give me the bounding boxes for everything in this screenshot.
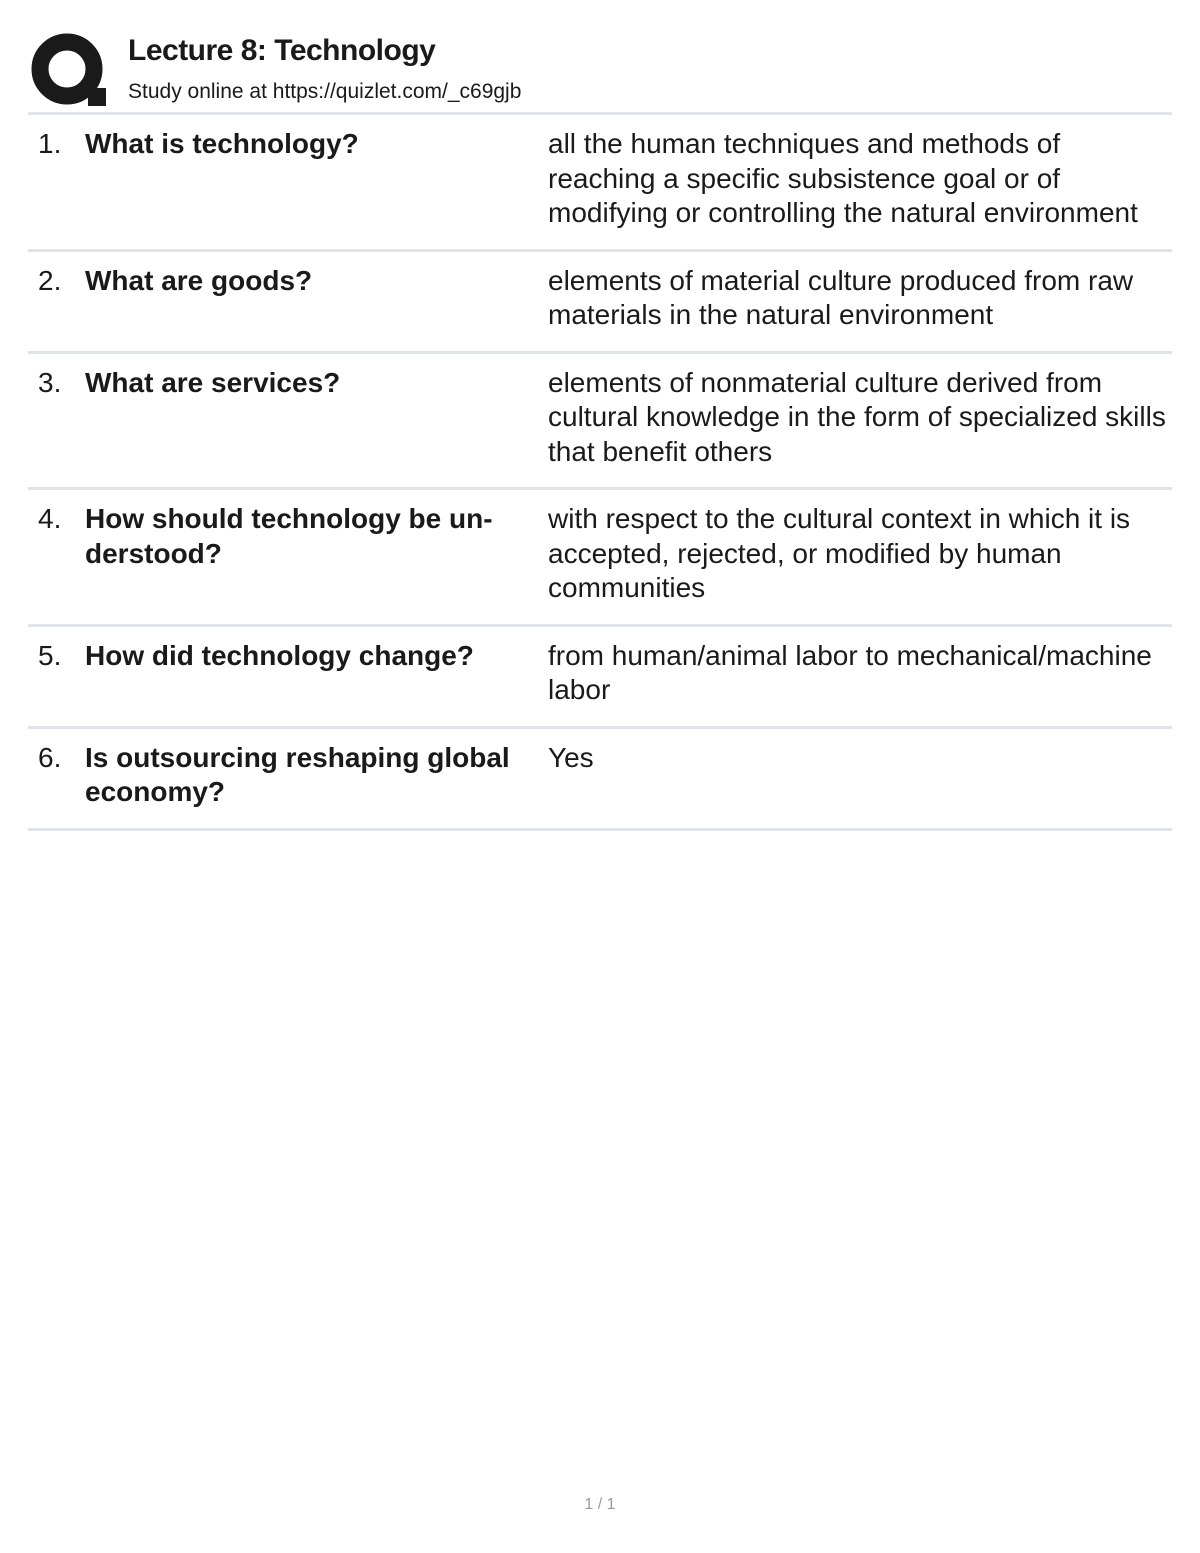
- card-number: 3.: [38, 366, 62, 398]
- card-definition: from human/animal labor to mechanical/machine labor: [548, 639, 1152, 705]
- flashcard-row: [28, 115, 1172, 252]
- card-definition: elements of material culture produced from raw materials in the natural environment: [548, 264, 1134, 330]
- flashcard-row: [28, 729, 1172, 831]
- card-term: What is technology?: [85, 128, 359, 159]
- card-definition: with respect to the cultural context in which it is accepted, rejected, or modified by human communities: [548, 503, 1131, 603]
- card-term: How did technology change?: [85, 639, 474, 671]
- flashcard-row: [28, 252, 1172, 354]
- flashcard-row: [28, 490, 1172, 627]
- card-term: Is outsourcing reshaping global economy?: [85, 741, 510, 807]
- card-term: How should technology be understood?: [85, 503, 493, 569]
- card-definition: Yes: [548, 741, 594, 773]
- card-term: What are goods?: [85, 264, 313, 296]
- card-number: 6.: [38, 741, 62, 773]
- quizlet-q-logo-icon: [30, 32, 108, 110]
- page-title: Lecture 8: Technology: [128, 34, 436, 67]
- flashcard-row: [28, 627, 1172, 729]
- card-definition: all the human techniques and methods of reaching a specific subsistence goal or of modifying or controlling the natural environment: [548, 128, 1138, 228]
- card-number: 4.: [38, 503, 62, 534]
- card-number: 1.: [38, 128, 62, 159]
- flashcard-list: [28, 112, 1172, 831]
- study-online-link[interactable]: Study online at https://quizlet.com/_c69gjb: [128, 80, 522, 103]
- flashcard-row: [28, 354, 1172, 491]
- card-term: What are services?: [85, 366, 341, 398]
- document-header: [28, 28, 1172, 112]
- card-number: 2.: [38, 264, 62, 296]
- card-definition: elements of nonmaterial culture derived from cultural knowledge in the form of specialized skills that benefit others: [548, 366, 1166, 467]
- card-number: 5.: [38, 639, 62, 671]
- page-number: 1 / 1: [584, 1496, 616, 1513]
